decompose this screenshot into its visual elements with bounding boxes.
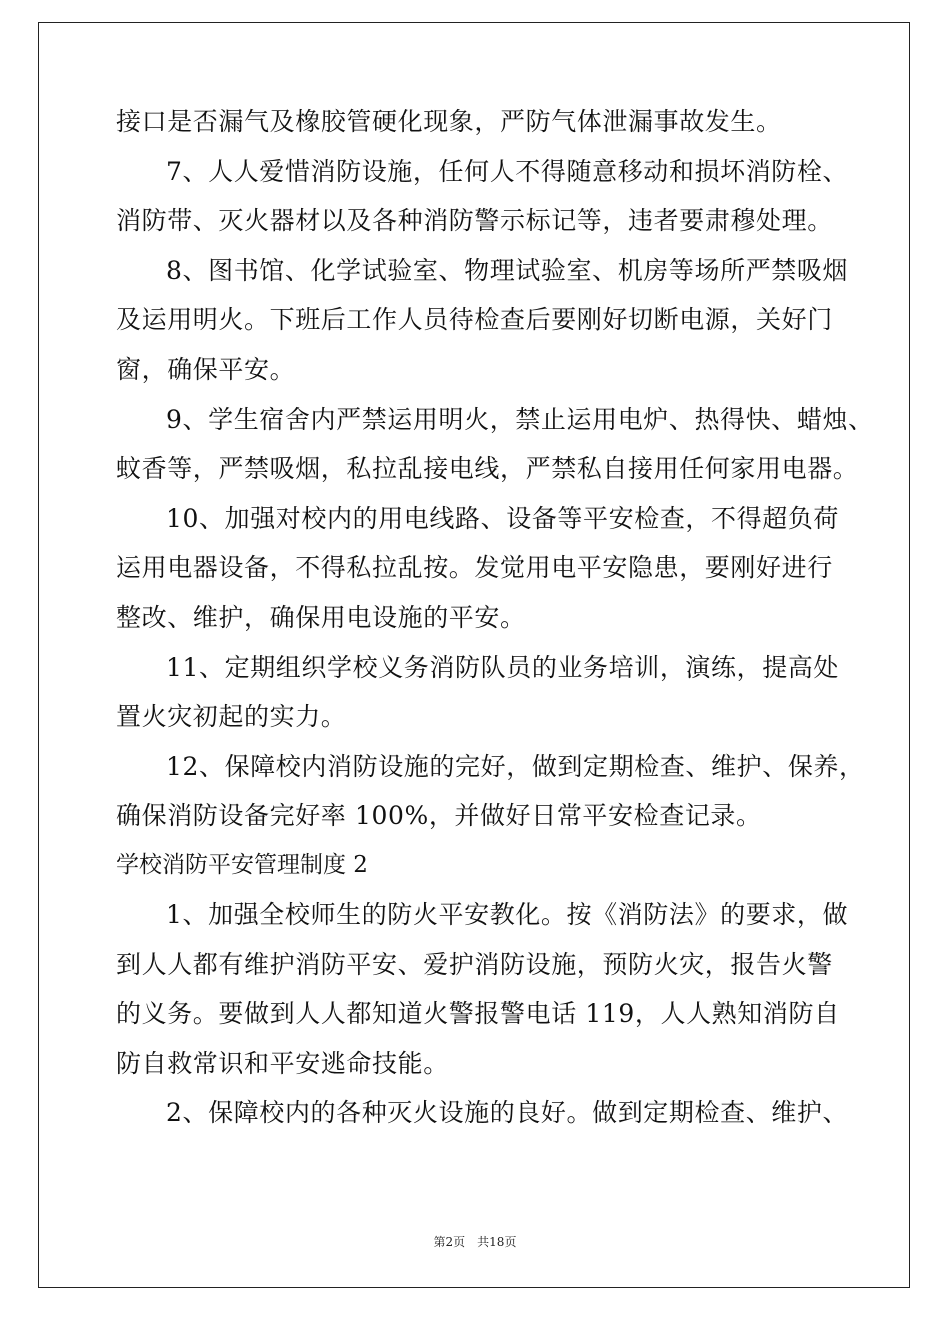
text-line: 7、人人爱惜消防设施，任何人不得随意移动和损坏消防栓、 bbox=[166, 156, 849, 186]
text-line: 11、定期组织学校义务消防队员的业务培训，演练，提高处 bbox=[166, 652, 840, 682]
text-line: 蚊香等，严禁吸烟，私拉乱接电线，严禁私自接用任何家用电器。 bbox=[116, 454, 859, 484]
text-line: 12、保障校内消防设施的完好，做到定期检查、维护、保养， bbox=[166, 751, 865, 781]
text-line: 窗，确保平安。 bbox=[116, 354, 296, 384]
text-line: 消防带、灭火器材以及各种消防警示标记等，违者要肃穆处理。 bbox=[116, 206, 833, 236]
text-line: 的义务。要做到人人都知道火警报警电话 119，人人熟知消防自 bbox=[116, 999, 840, 1029]
text-line: 8、图书馆、化学试验室、物理试验室、机房等场所严禁吸烟 bbox=[166, 255, 849, 285]
page-footer bbox=[0, 1233, 950, 1250]
text-line: 2、保障校内的各种灭火设施的良好。做到定期检查、维护、 bbox=[166, 1098, 849, 1128]
page-total: 共18页 bbox=[477, 1235, 517, 1249]
text-line: 9、学生宿舍内严禁运用明火，禁止运用电炉、热得快、蜡烛、 bbox=[166, 404, 874, 434]
document-body bbox=[116, 97, 874, 1138]
text-line: 10、加强对校内的用电线路、设备等平安检查，不得超负荷 bbox=[166, 503, 840, 533]
text-line: 到人人都有维护消防平安、爱护消防设施，预防火灾，报告火警 bbox=[116, 949, 833, 979]
text-line: 确保消防设备完好率 100%，并做好日常平安检查记录。 bbox=[116, 801, 762, 831]
text-line: 置火灾初起的实力。 bbox=[116, 702, 347, 732]
section-heading: 学校消防平安管理制度 2 bbox=[116, 851, 368, 878]
text-line: 接口是否漏气及橡胶管硬化现象，严防气体泄漏事故发生。 bbox=[116, 107, 782, 136]
text-line: 运用电器设备，不得私拉乱按。发觉用电平安隐患，要刚好进行 bbox=[116, 553, 833, 583]
page-number: 第2页 bbox=[433, 1235, 466, 1249]
text-line: 及运用明火。下班后工作人员待检查后要刚好切断电源，关好门 bbox=[116, 305, 833, 335]
text-line: 1、加强全校师生的防火平安教化。按《消防法》的要求，做 bbox=[166, 899, 849, 929]
text-line: 防自救常识和平安逃命技能。 bbox=[116, 1048, 449, 1078]
text-line: 整改、维护，确保用电设施的平安。 bbox=[116, 602, 526, 632]
